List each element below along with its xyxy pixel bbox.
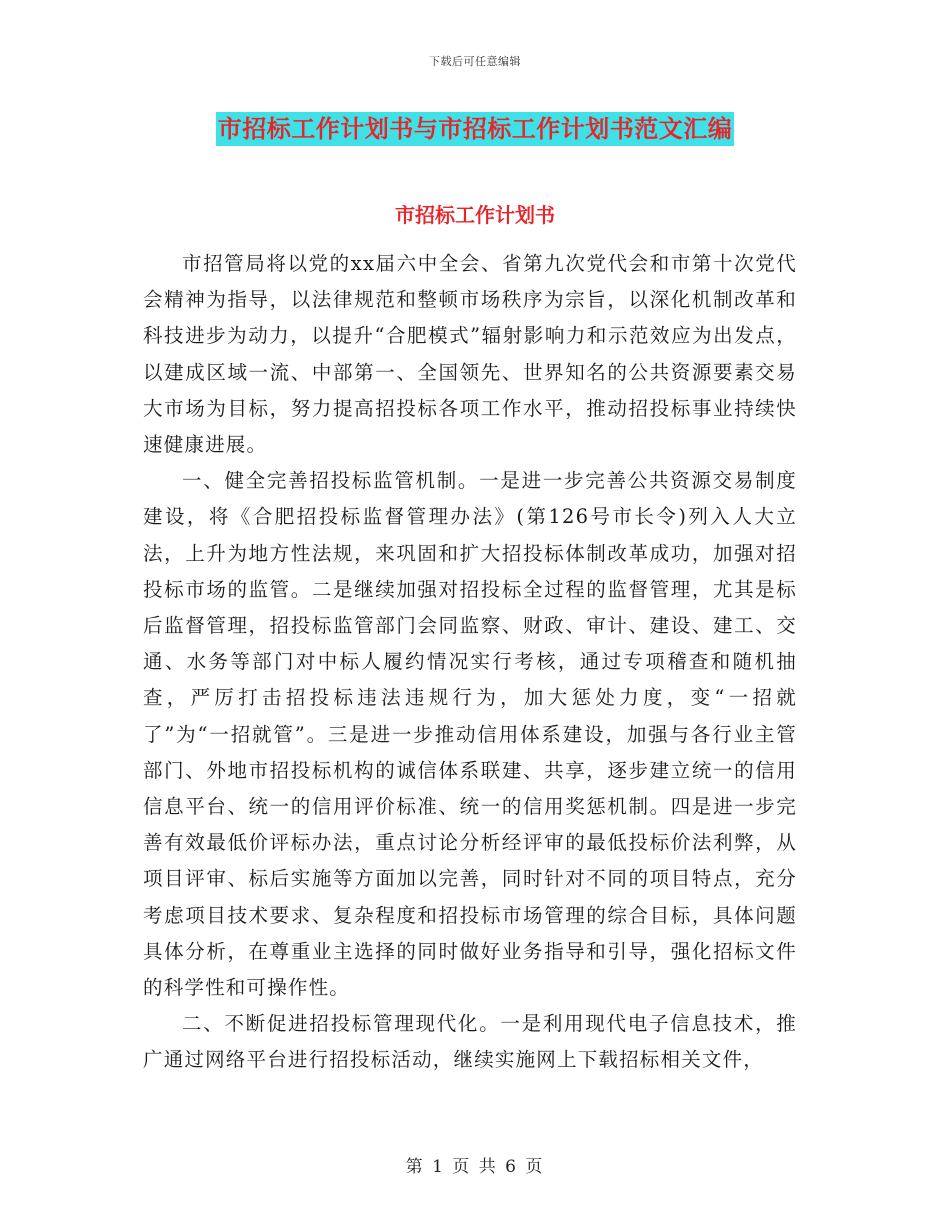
main-title: 市招标工作计划书与市招标工作计划书范文汇编 [216, 112, 735, 146]
paragraph-section-1: 一、健全完善招投标监管机制。一是进一步完善公共资源交易制度建设，将《合肥招投标监督管理办法》(第126号市长令)列入人大立法，上升为地方性法规，来巩固和扩大招投标体制改革成功，加强对招投标市场的监管。二是继续加强对招投标全过程的监督管理，尤其是标后监督管理，招投标监管部门会同监察、财政、审计、建设、建工、交通、水务等部门对中标人履约情况实行考核，通过专项稽查和随机抽查，严厉打击招投标违法违规行为，加大惩处力度，变“一招就了”为“一招就管”。三是进一步推动信用体系建设，加强与各行业主管部门、外地市招投标机构的诚信体系联建、共享，逐步建立统一的信用信息平台、统一的信用评价标准、统一的信用奖惩机制。四是进一步完善有效最低价评标办法，重点讨论分析经评审的最低投标价法利弊，从项目评审、标后实施等方面加以完善，同时针对不同的项目特点，充分考虑项目技术要求、复杂程度和招投标市场管理的综合目标，具体问题具体分析，在尊重业主选择的同时做好业务指导和引导，强化招标文件的科学性和可操作性。 [143, 469, 797, 1000]
paragraph-intro: 市招管局将以党的xx届六中全会、省第九次党代会和市第十次党代会精神为指导，以法律规范和整顿市场秩序为宗旨，以深化机制改革和科技进步为动力，以提升“合肥模式”辐射影响力和示范效应为出发点，以建成区域一流、中部第一、全国领先、世界知名的公共资源要素交易大市场为目标，努力提高招投标各项工作水平，推动招投标事业持续快速健康进展。 [143, 252, 797, 457]
header-note: 下载后可任意编辑 [429, 55, 521, 68]
page-footer: 第 1 页 共 6 页 [405, 1157, 545, 1177]
document-body [143, 246, 797, 1079]
paragraph-section-2: 二、不断促进招投标管理现代化。一是利用现代电子信息技术，推广通过网络平台进行招投标活动，继续实施网上下载招标相关文件， [143, 1012, 797, 1072]
sub-title: 市招标工作计划书 [395, 203, 555, 227]
main-title-container [0, 112, 950, 146]
